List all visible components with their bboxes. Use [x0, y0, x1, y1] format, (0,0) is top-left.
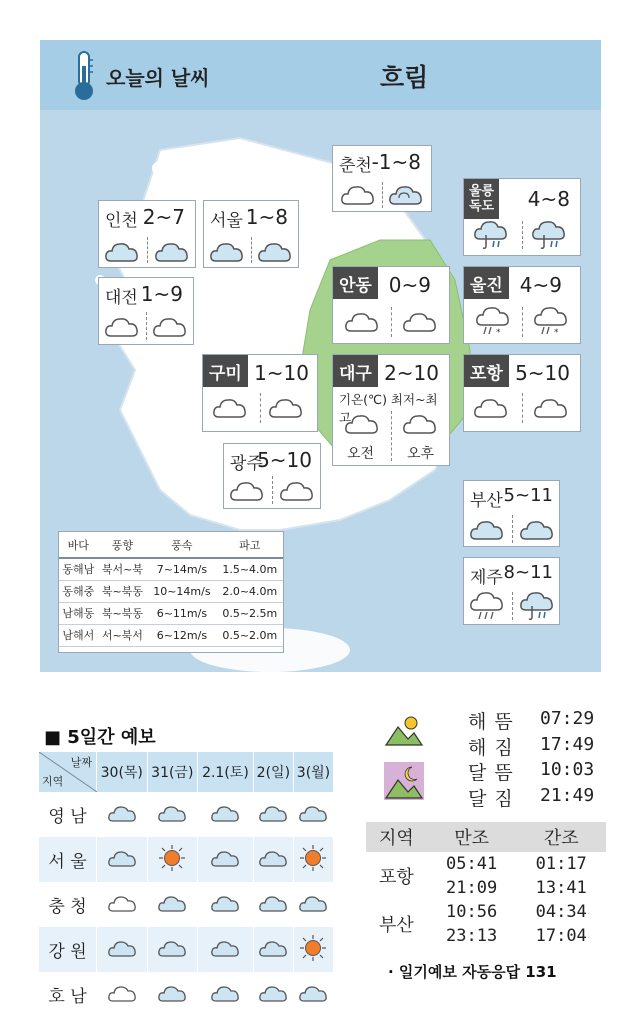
partly-cloudy-icon: [293, 882, 333, 927]
sea-cell: 북~북동: [98, 580, 148, 602]
partly-cloudy-icon: [198, 837, 254, 882]
tide-low: 13:41: [535, 878, 587, 898]
cloudy-icon: [343, 305, 381, 337]
forecast-title: ■ 5일간 예보: [44, 727, 156, 748]
city-chuncheon: [332, 145, 432, 212]
divider: [512, 592, 513, 620]
moonset-label: 달 짐: [468, 788, 514, 810]
partly-cloudy-icon: [153, 235, 191, 267]
temp-legend: 기온(℃) 최저~최고: [339, 392, 438, 425]
city-gumi: [202, 354, 318, 432]
sunny-icon: [293, 837, 333, 882]
cloudy-icon: [151, 310, 189, 342]
sea-header-cell: 바다: [59, 532, 98, 558]
corner-bottom-label: 지역: [42, 775, 64, 788]
partly-cloudy-icon: [253, 837, 293, 882]
cloudy-icon: [532, 391, 570, 423]
cloudy-icon: [103, 310, 141, 342]
sea-cell: 1.5~4.0m: [217, 558, 283, 580]
tide-high: 10:56: [446, 902, 498, 922]
sea-cell: 북~북동: [98, 602, 148, 624]
city-pohang: [463, 354, 581, 432]
cloudy-icon: [211, 391, 249, 423]
sea-row: [59, 558, 283, 580]
sea-cell: 남해동: [59, 602, 98, 624]
partly-cloudy-icon: [198, 792, 254, 837]
tide-header-cell: 간조: [516, 822, 606, 852]
partly-cloudy-icon: [293, 972, 333, 1017]
tide-low: 04:34: [535, 902, 587, 922]
sunny-icon: [293, 927, 333, 972]
rain-snow-icon: [532, 305, 570, 337]
divider: [272, 476, 273, 504]
sea-row: [59, 580, 283, 602]
city-name: 울릉 독도: [464, 179, 499, 219]
city-name: 춘천: [339, 156, 372, 176]
sea-cell: 서~북서: [98, 624, 148, 646]
partly-cloudy-icon: [387, 178, 425, 210]
moonrise-label: 달 뜸: [468, 762, 514, 784]
city-name: 서울: [210, 211, 243, 231]
cloudy-icon: [97, 882, 148, 927]
divider: [391, 307, 392, 337]
tide-row: [366, 900, 606, 924]
city-busan: [463, 480, 560, 547]
sea-conditions-table: [58, 531, 284, 653]
rain-icon: [518, 590, 556, 622]
forecast-day: 3(월): [293, 752, 333, 792]
tide-low: 17:04: [535, 926, 587, 946]
tide-location: 부산: [379, 915, 414, 936]
partly-cloudy-icon: [198, 927, 254, 972]
divider: [522, 221, 523, 249]
partly-cloudy-icon: [97, 927, 148, 972]
cloudy-icon: [97, 972, 148, 1017]
sea-cell: 동해남: [59, 558, 98, 580]
city-name: 안동: [333, 267, 378, 299]
cloudy-icon: [228, 474, 266, 506]
sea-cell: 0.5~2.0m: [217, 624, 283, 646]
forecast-region: 호 남: [39, 972, 97, 1017]
city-name: 부산: [470, 491, 503, 511]
partly-cloudy-icon: [468, 513, 506, 545]
svg-text:*: *: [496, 328, 501, 337]
forecast-day: 31(금): [147, 752, 198, 792]
partly-cloudy-icon: [97, 837, 148, 882]
city-temp: 0~9: [388, 273, 431, 297]
city-temp: 5~10: [257, 448, 312, 472]
partly-cloudy-icon: [97, 792, 148, 837]
cloudy-icon: [343, 407, 381, 439]
partly-cloudy-icon: [147, 972, 198, 1017]
sunset-time: 17:49: [540, 734, 595, 755]
partly-cloudy-icon: [253, 972, 293, 1017]
partly-cloudy-icon: [253, 792, 293, 837]
corner-top-label: 날짜: [70, 756, 92, 769]
city-daegu: [332, 354, 450, 466]
tide-table: [366, 822, 606, 948]
divider: [147, 237, 148, 263]
tide-low: 01:17: [535, 854, 587, 874]
city-temp: 5~10: [515, 361, 570, 385]
rain-snow-icon: [474, 305, 512, 337]
partly-cloudy-icon: [253, 882, 293, 927]
tide-row: [366, 852, 606, 876]
partly-cloudy-icon: [147, 882, 198, 927]
partly-cloudy-icon: [208, 235, 246, 267]
forecast-table: [38, 752, 333, 1017]
sea-cell: 0.5~2.5m: [217, 602, 283, 624]
city-name: 인천: [105, 211, 138, 231]
divider: [260, 393, 261, 423]
sea-header-cell: 풍향: [98, 532, 148, 558]
island-dot: [152, 162, 164, 174]
partly-cloudy-icon: [198, 882, 254, 927]
city-temp: 4~9: [519, 273, 562, 297]
sunrise-icon: [384, 711, 424, 749]
moonset-time: 21:49: [540, 785, 595, 806]
sea-cell: 남해서: [59, 624, 98, 646]
cloudy-icon: [401, 305, 439, 337]
sea-cell: 10~14m/s: [147, 580, 216, 602]
divider: [382, 182, 383, 208]
partly-cloudy-icon: [147, 792, 198, 837]
sea-header-row: [59, 532, 283, 558]
thermometer-icon: [70, 50, 98, 102]
city-uljin: [463, 266, 581, 344]
city-temp: 5~11: [503, 485, 553, 506]
city-name: 포항: [464, 355, 509, 387]
sunrise-label: 해 뜸: [468, 711, 514, 733]
sea-row: [59, 602, 283, 624]
city-temp: 8~11: [503, 562, 553, 583]
tide-high: 23:13: [446, 926, 498, 946]
cloudy-icon: [339, 178, 377, 210]
tide-high: 21:09: [446, 878, 498, 898]
partly-cloudy-icon: [256, 235, 294, 267]
forecast-day: 30(목): [97, 752, 148, 792]
forecast-row: [39, 792, 334, 837]
sea-cell: 7~14m/s: [147, 558, 216, 580]
tide-header-row: [366, 822, 606, 852]
sunrise-time: 07:29: [540, 708, 595, 729]
tide-high: 05:41: [446, 854, 498, 874]
sea-cell: 북서~북: [98, 558, 148, 580]
sea-cell: 6~12m/s: [147, 624, 216, 646]
tide-header-cell: 만조: [427, 822, 517, 852]
forecast-corner: [39, 752, 97, 792]
cloudy-icon: [267, 391, 305, 423]
city-gwangju: [223, 443, 321, 509]
sea-cell: 6~11m/s: [147, 602, 216, 624]
city-name: 광주: [230, 454, 263, 474]
city-andong: [332, 266, 450, 344]
tide-location: 포항: [379, 867, 414, 888]
rain-icon: [472, 219, 510, 251]
city-temp: 1~10: [254, 361, 309, 385]
map-header: [40, 40, 601, 110]
forecast-row: [39, 927, 334, 972]
cloudy-icon: [278, 474, 316, 506]
partly-cloudy-icon: [198, 972, 254, 1017]
city-name: 제주: [470, 568, 503, 588]
pm-label: 오후: [407, 446, 435, 462]
forecast-day: 2.1(토): [198, 752, 254, 792]
city-temp: -1~8: [371, 150, 421, 174]
city-daejeon: [98, 277, 194, 345]
city-temp: 2~7: [142, 205, 185, 229]
footer-note: · 일기예보 자동응답 131: [388, 963, 557, 981]
forecast-body: [39, 792, 334, 1017]
forecast-region: 강 원: [39, 927, 97, 972]
forecast-region: 서 울: [39, 837, 97, 882]
city-incheon: [98, 200, 196, 268]
rain-icon: [530, 219, 568, 251]
divider: [146, 312, 147, 340]
city-temp: 4~8: [527, 187, 570, 211]
city-ulleung: [463, 178, 581, 256]
forecast-region: 영 남: [39, 792, 97, 837]
divider: [522, 393, 523, 423]
overall-condition: 흐림: [380, 63, 429, 92]
forecast-day: 2(일): [253, 752, 293, 792]
sea-cell: 동해중: [59, 580, 98, 602]
partly-cloudy-icon: [518, 513, 556, 545]
sunny-icon: [147, 837, 198, 882]
forecast-row: [39, 972, 334, 1017]
city-name: 대전: [105, 288, 138, 308]
city-seoul: [203, 200, 299, 268]
rain-cloud-icon: [468, 590, 506, 622]
city-name: 대구: [333, 355, 378, 387]
moonrise-icon: [384, 762, 424, 800]
city-name: 구미: [203, 355, 248, 387]
sunset-label: 해 짐: [468, 737, 514, 759]
city-temp: 1~9: [140, 282, 183, 306]
tide-header-cell: 지역: [366, 822, 427, 852]
city-temp: 1~8: [245, 205, 288, 229]
cloudy-icon: [401, 407, 439, 439]
partly-cloudy-icon: [147, 927, 198, 972]
sea-header-cell: 풍속: [147, 532, 216, 558]
city-name: 울진: [464, 267, 509, 299]
sea-header-cell: 파고: [217, 532, 283, 558]
forecast-header-row: [39, 752, 334, 792]
partly-cloudy-icon: [253, 927, 293, 972]
partly-cloudy-icon: [293, 792, 333, 837]
divider: [391, 411, 392, 461]
am-label: 오전: [347, 446, 375, 462]
svg-text:*: *: [554, 328, 559, 337]
divider: [522, 307, 523, 337]
cloudy-icon: [472, 391, 510, 423]
city-temp: 2~10: [384, 361, 439, 385]
forecast-row: [39, 837, 334, 882]
sea-cell: 2.0~4.0m: [217, 580, 283, 602]
forecast-region: 충 청: [39, 882, 97, 927]
moonrise-time: 10:03: [540, 759, 595, 780]
divider: [251, 237, 252, 263]
divider: [512, 515, 513, 543]
sea-row: [59, 624, 283, 646]
city-jeju: [463, 557, 560, 625]
partly-cloudy-icon: [103, 235, 141, 267]
forecast-row: [39, 882, 334, 927]
page-title: 오늘의 날씨: [106, 66, 210, 90]
